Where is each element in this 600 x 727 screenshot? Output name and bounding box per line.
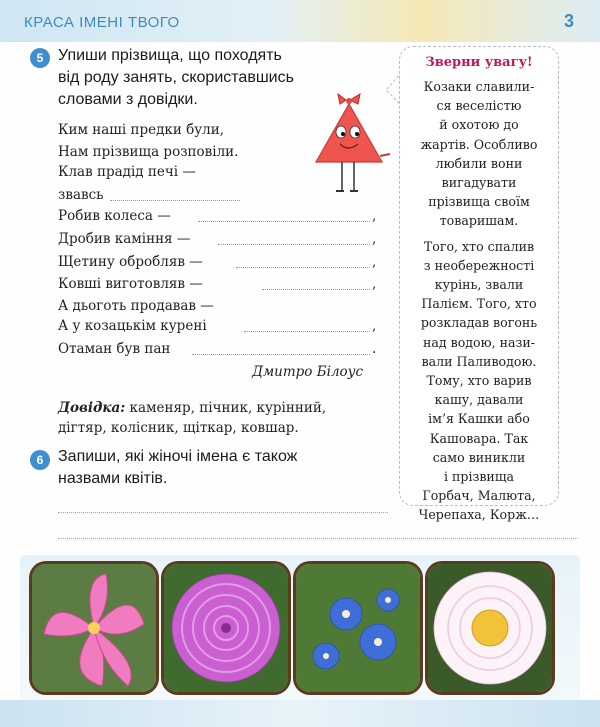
instruction-line: від роду занять, скориставшись bbox=[58, 69, 294, 86]
task5-instruction bbox=[58, 45, 294, 111]
note-line: жартів. Особливо bbox=[420, 136, 538, 152]
note-line: і прізвища bbox=[443, 469, 515, 485]
instruction-line: Запиши, які жіночі імена є також bbox=[58, 448, 298, 465]
note-line: Того, хто спалив bbox=[423, 238, 535, 254]
poem-line: Ким наші предки були, bbox=[58, 122, 225, 138]
hint-label: Довідка: bbox=[58, 400, 126, 416]
note-line: Тому, хто варив bbox=[426, 373, 532, 389]
note-line: любили вони bbox=[435, 155, 523, 171]
lily-flower-icon bbox=[32, 564, 156, 692]
note-line: вигадувати bbox=[441, 175, 517, 191]
page-footer-decoration bbox=[0, 700, 600, 727]
answer-blank[interactable] bbox=[236, 267, 370, 268]
hint-words: каменяр, пічник, курінний, дігтяр, колісник, щіткар, ковшар. bbox=[58, 400, 327, 436]
note-line: прізвища своїм bbox=[428, 194, 530, 210]
instruction-line: назвами квітів. bbox=[58, 470, 168, 487]
note-paragraph bbox=[406, 237, 552, 525]
page-header bbox=[0, 0, 600, 42]
note-paragraph bbox=[406, 77, 552, 231]
answer-blank[interactable] bbox=[262, 289, 370, 290]
note-line: розкладав вогонь bbox=[420, 315, 538, 331]
comma: , bbox=[372, 231, 377, 247]
note-line: Кашовара. Так bbox=[429, 430, 529, 446]
period: . bbox=[372, 341, 377, 357]
page-number: 3 bbox=[563, 11, 574, 31]
instruction-line: Упиши прізвища, що походять bbox=[58, 47, 282, 64]
poem-author: Дмитро Білоус bbox=[252, 364, 364, 380]
note-line: з необережності bbox=[423, 257, 535, 273]
note-line: Черепаха, Корж… bbox=[418, 507, 540, 523]
answer-line[interactable] bbox=[58, 538, 578, 539]
daisy-flower-icon bbox=[428, 564, 552, 692]
answer-blank[interactable] bbox=[110, 200, 240, 201]
poem-line: Ковші виготовляв — bbox=[58, 276, 203, 292]
poem-line: Робив колеса — bbox=[58, 208, 171, 224]
poem-line: Отаман був пан bbox=[58, 341, 171, 357]
note-line: Горбач, Малюта, bbox=[422, 488, 536, 504]
note-line: ся веселістю bbox=[436, 98, 522, 114]
poem-line: А дьоготь продавав — bbox=[58, 298, 214, 314]
note-line: вали Паливодою. bbox=[421, 353, 537, 369]
note-line: над водою, нази- bbox=[422, 334, 536, 350]
answer-blank[interactable] bbox=[244, 331, 370, 332]
poem-line: Нам прізвища розповіли. bbox=[58, 144, 239, 160]
poem-line: Клав прадід печі — bbox=[58, 164, 196, 180]
answer-blank[interactable] bbox=[198, 221, 370, 222]
note-line: й охотою до bbox=[439, 117, 519, 133]
comma: , bbox=[372, 276, 377, 292]
comma: , bbox=[372, 318, 377, 334]
task-number-badge: 6 bbox=[30, 450, 50, 470]
poem-line: Щетину обробляв — bbox=[58, 254, 203, 270]
hint bbox=[58, 398, 378, 438]
note-title: Зверни увагу! bbox=[425, 55, 533, 70]
note-line: само виникли bbox=[432, 449, 526, 465]
note-line: кашу, давали bbox=[434, 392, 524, 408]
poem-line: Дробив каміння — bbox=[58, 231, 191, 247]
note-line: товаришам. bbox=[439, 213, 519, 229]
section-title: КРАСА ІМЕНІ ТВОГО bbox=[24, 14, 180, 31]
note-text bbox=[406, 77, 552, 531]
note-line: курінь, звали bbox=[434, 277, 524, 293]
answer-line[interactable] bbox=[58, 512, 388, 513]
task-number-badge: 5 bbox=[30, 48, 50, 68]
note-line: Палієм. Того, хто bbox=[421, 296, 537, 312]
answer-blank[interactable] bbox=[192, 354, 370, 355]
note-box bbox=[399, 46, 559, 523]
forget-me-not-flower-icon bbox=[296, 564, 420, 692]
answer-blank[interactable] bbox=[218, 244, 370, 245]
dahlia-flower-icon bbox=[164, 564, 288, 692]
poem-line: А у козацькім курені bbox=[58, 318, 207, 334]
note-line: Козаки славили- bbox=[423, 79, 535, 94]
instruction-line: словами з довідки. bbox=[58, 91, 198, 108]
poem-line: звавсь bbox=[58, 187, 104, 203]
note-line: ім’я Кашки або bbox=[428, 411, 530, 427]
comma: , bbox=[372, 254, 377, 270]
comma: , bbox=[372, 208, 377, 224]
task6-instruction bbox=[58, 446, 297, 490]
